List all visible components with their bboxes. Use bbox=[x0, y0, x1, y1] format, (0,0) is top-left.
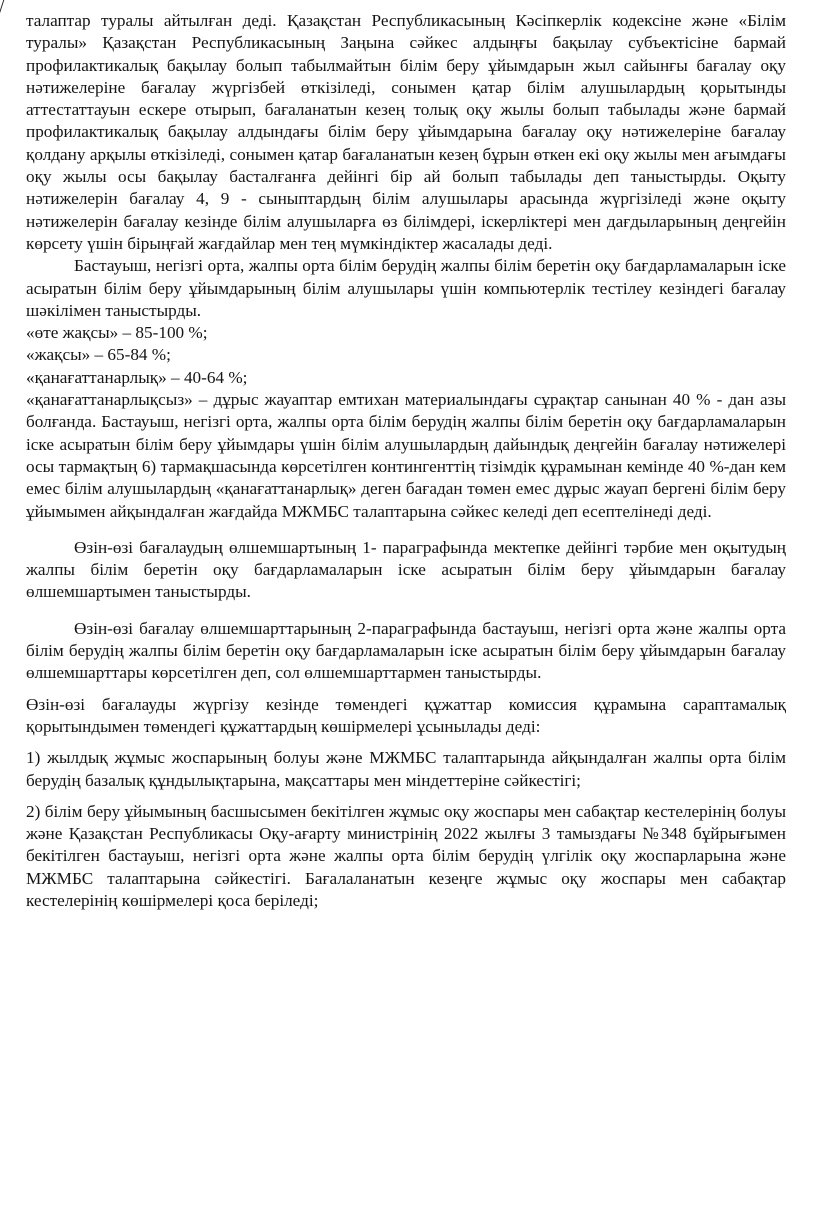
grade-excellent: «өте жақсы» – 85-100 %; bbox=[26, 323, 208, 343]
grade-unsatisfactory: «қанағаттанарлықсыз» – дұрыс жауаптар емтихан материалындағы сұрақтар санынан 40 % - дан азы болғанда. Бастауыш, негізгі орта, жалпы орта білім берудің жалпы білім беретін оқу бағдарламаларын іске асыратын білім беру ұйымдары үшін білім алушылардың дайындық деңгейін бағалау нәтижелері осы тармақтың 6) тармақшасында көрсетілген контингенттің тізімдік құрамынан кемінде 40 %-дан кем емес білім алушылардың «қанағаттанарлық» деген бағадан төмен емес дұрыс жауап бергені білім беру ұйымымен айқындалған жағдайда МЖМБС талаптарына сәйкес келеді деп есептелінеді деді. bbox=[26, 390, 786, 521]
grade-good: «жақсы» – 65-84 %; bbox=[26, 345, 171, 365]
list-item-1: 1) жылдық жұмыс жоспарының болуы және МЖМБС талаптарында айқындалған жалпы орта білім берудің базалық құндылықтарына, мақсаттары мен міндеттеріне сәйкестігі; bbox=[26, 748, 786, 790]
document-page bbox=[26, 10, 786, 912]
paragraph-assessment-procedure: талаптар туралы айтылған деді. Қазақстан Республикасының Кәсіпкерлік кодексіне және «Білім туралы» Қазақстан Республикасының Заңына сәйкес алдыңғы бақылау субъектісіне бармай профилактикалық бақылау болып табылмайтын білім беру ұйымдарын жыл сайынғы бағалау оқу нәтижелеріне бағалау жүргізбей өткізіледі, сонымен қатар білім алушылардың қорытынды аттестаттауын ескере отырып, бағаланатын кезең толық оқу жылы болып табылады және бармай профилактикалық бақылау алдындағы білім беру ұйымдарына бағалау оқу нәтижелеріне бағалау қолдану арқылы өткізіледі, сонымен қатар бағаланатын кезең бұрын өткен екі оқу жылы мен ағымдағы оқу жылы осы бақылау басталғанға дейінгі бір ай болып табылады деп таныстырды. Оқыту нәтижелерін бағалау 4, 9 - сыныптардың білім алушылары арасында жүргізіледі және оқыту нәтижелерін бағалау кезінде білім алушыларға өз білімдері, іскерліктері мен дағдыларының деңгейін көрсету үшін бірыңғай жағдайлар мен тең мүмкіндіктер жасалады деді. bbox=[26, 11, 786, 253]
grade-satisfactory: «қанағаттанарлық» – 40-64 %; bbox=[26, 367, 248, 387]
paragraph-grading-scale-intro: Бастауыш, негізгі орта, жалпы орта білім берудің жалпы білім беретін оқу бағдарламаларын іске асыратын білім беру ұйымдарының білім алушылары үшін компьютерлік тестілеу кезіндегі бағалау шәкілімен таныстырды. bbox=[26, 256, 786, 320]
list-item-2: 2) білім беру ұйымының басшысымен бекітілген жұмыс оқу жоспары мен сабақтар кестелерінің болуы және Қазақстан Республикасы Оқу-ағарту министрінің 2022 жылғы 3 тамыздағы №348 бұйрығымен бекітілген бастауыш, негізгі орта және жалпы орта білім берудің үлгілік оқу жоспарларына және МЖМБС талаптарына сәйкестігі. Бағалаланатын кезеңге жұмыс оқу жоспары мен сабақтар кестелерінің көшірмелері қоса беріледі; bbox=[26, 801, 786, 910]
paragraph-self-assessment-section-1: Өзін-өзі бағалаудың өлшемшартының 1- параграфында мектепке дейінгі тәрбие мен оқытудың жалпы білім беретін оқу бағдарламаларын іске асыратын білім беру ұйымдарын бағалау өлшемшартымен таныстырды. bbox=[26, 537, 786, 602]
page-corner-mark bbox=[0, 0, 7, 14]
paragraph-documents-intro: Өзін-өзі бағалауды жүргізу кезінде төмендегі құжаттар комиссия құрамына сараптамалық қорытындымен төмендегі құжаттардың көшірмелері ұсынылады деді: bbox=[26, 694, 786, 736]
paragraph-self-assessment-section-2: Өзін-өзі бағалау өлшемшарттарының 2-параграфында бастауыш, негізгі орта және жалпы орта білім берудің жалпы білім беретін оқу бағдарламаларын іске асыратын білім беру ұйымдарын бағалау өлшемшарттары көрсетілген деп, сол өлшемшарттармен таныстырды. bbox=[26, 618, 786, 683]
